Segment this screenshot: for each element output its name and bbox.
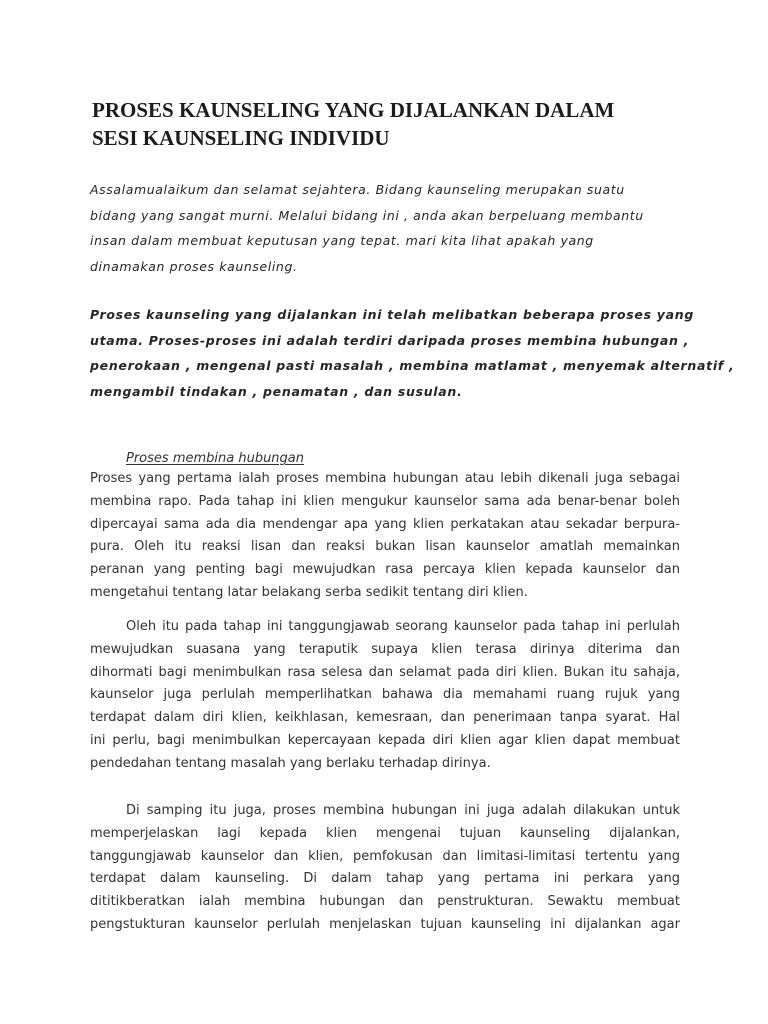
intro-line: insan dalam membuat keputusan yang tepat. mari kita lihat apakah yang xyxy=(90,233,594,248)
intro-paragraph-greeting xyxy=(90,177,690,279)
body-line: pura. Oleh itu reaksi lisan dan reaksi bukan lisan kaunselor amatlah memainkan xyxy=(90,539,680,555)
body-line: pendedahan tentang masalah yang berlaku terhadap dirinya. xyxy=(90,755,491,771)
body-line: membina rapo. Pada tahap ini klien mengukur kaunselor sama ada benar-benar boleh xyxy=(90,493,680,509)
body-line: dititikberatkan ialah membina hubungan dan penstrukturan. Sewaktu membuat xyxy=(90,894,680,910)
body-line: mewujudkan suasana yang teraputik supaya klien terasa dirinya diterima dan xyxy=(90,641,680,657)
body-line: terdapat dalam diri klien, keikhlasan, kemesraan, dan penerimaan tanpa syarat. Hal xyxy=(90,710,680,726)
body-line: terdapat dalam kaunseling. Di dalam tahap yang pertama ini perkara yang xyxy=(90,871,680,887)
body-line: peranan yang penting bagi mewujudkan rasa percaya klien kepada kaunselor dan xyxy=(90,562,680,578)
intro-line: Proses kaunseling yang dijalankan ini telah melibatkan beberapa proses yang xyxy=(90,307,695,322)
body-line: memperjelaskan lagi kepada klien mengenai tujuan kaunseling dijalankan, xyxy=(90,825,680,841)
intro-paragraph-overview xyxy=(90,302,735,404)
section-heading: Proses membina hubungan xyxy=(126,451,305,466)
intro-line: penerokaan , mengenal pasti masalah , membina matlamat , menyemak alternatif , xyxy=(90,358,735,373)
body-line: Di samping itu juga, proses membina hubungan ini juga adalah dilakukan untuk xyxy=(126,803,680,818)
body-paragraph-1 xyxy=(90,468,680,605)
body-line: Oleh itu pada tahap ini tanggungjawab seorang kaunselor pada tahap ini perlulah xyxy=(126,619,680,634)
body-line: mengetahui tentang latar belakang serba sedikit tentang diri klien. xyxy=(90,584,528,600)
body-paragraph-3 xyxy=(90,800,680,937)
title-line: PROSES KAUNSELING YANG DIJALANKAN DALAM xyxy=(92,98,615,122)
intro-line: Assalamualaikum dan selamat sejahtera. Bidang kaunseling merupakan suatu xyxy=(90,182,625,197)
body-line: ini perlu, bagi menimbulkan kepercayaan kepada diri klien agar klien dapat membuat xyxy=(90,732,680,748)
body-line: pengstukturan kaunselor perlulah menjelaskan tujuan kaunseling ini dijalankan agar xyxy=(90,916,680,932)
body-line: dihormati bagi menimbulkan rasa selesa dan selamat pada diri klien. Bukan itu sahaja, xyxy=(90,664,680,680)
intro-line: dinamakan proses kaunseling. xyxy=(90,258,298,274)
body-line: kaunselor juga perlulah memperlihatkan bahawa dia memahami ruang rujuk yang xyxy=(90,687,680,703)
intro-line: bidang yang sangat murni. Melalui bidang ini , anda akan berpeluang membantu xyxy=(90,207,644,223)
body-line: dipercayai sama ada dia mendengar apa yang klien perkatakan atau sekadar berpura- xyxy=(90,516,680,532)
intro-line: utama. Proses-proses ini adalah terdiri daripada proses membina hubungan , xyxy=(90,332,690,348)
document-title xyxy=(92,96,692,152)
body-line: tanggungjawab kaunselor dan klien, pemfokusan dan limitasi-limitasi tertentu yang xyxy=(90,848,680,864)
body-line: Proses yang pertama ialah proses membina hubungan atau lebih dikenali juga sebagai xyxy=(90,471,680,486)
title-line: SESI KAUNSELING INDIVIDU xyxy=(92,126,390,150)
intro-line: mengambil tindakan , penamatan , dan susulan. xyxy=(90,383,463,399)
body-paragraph-2 xyxy=(90,616,680,776)
